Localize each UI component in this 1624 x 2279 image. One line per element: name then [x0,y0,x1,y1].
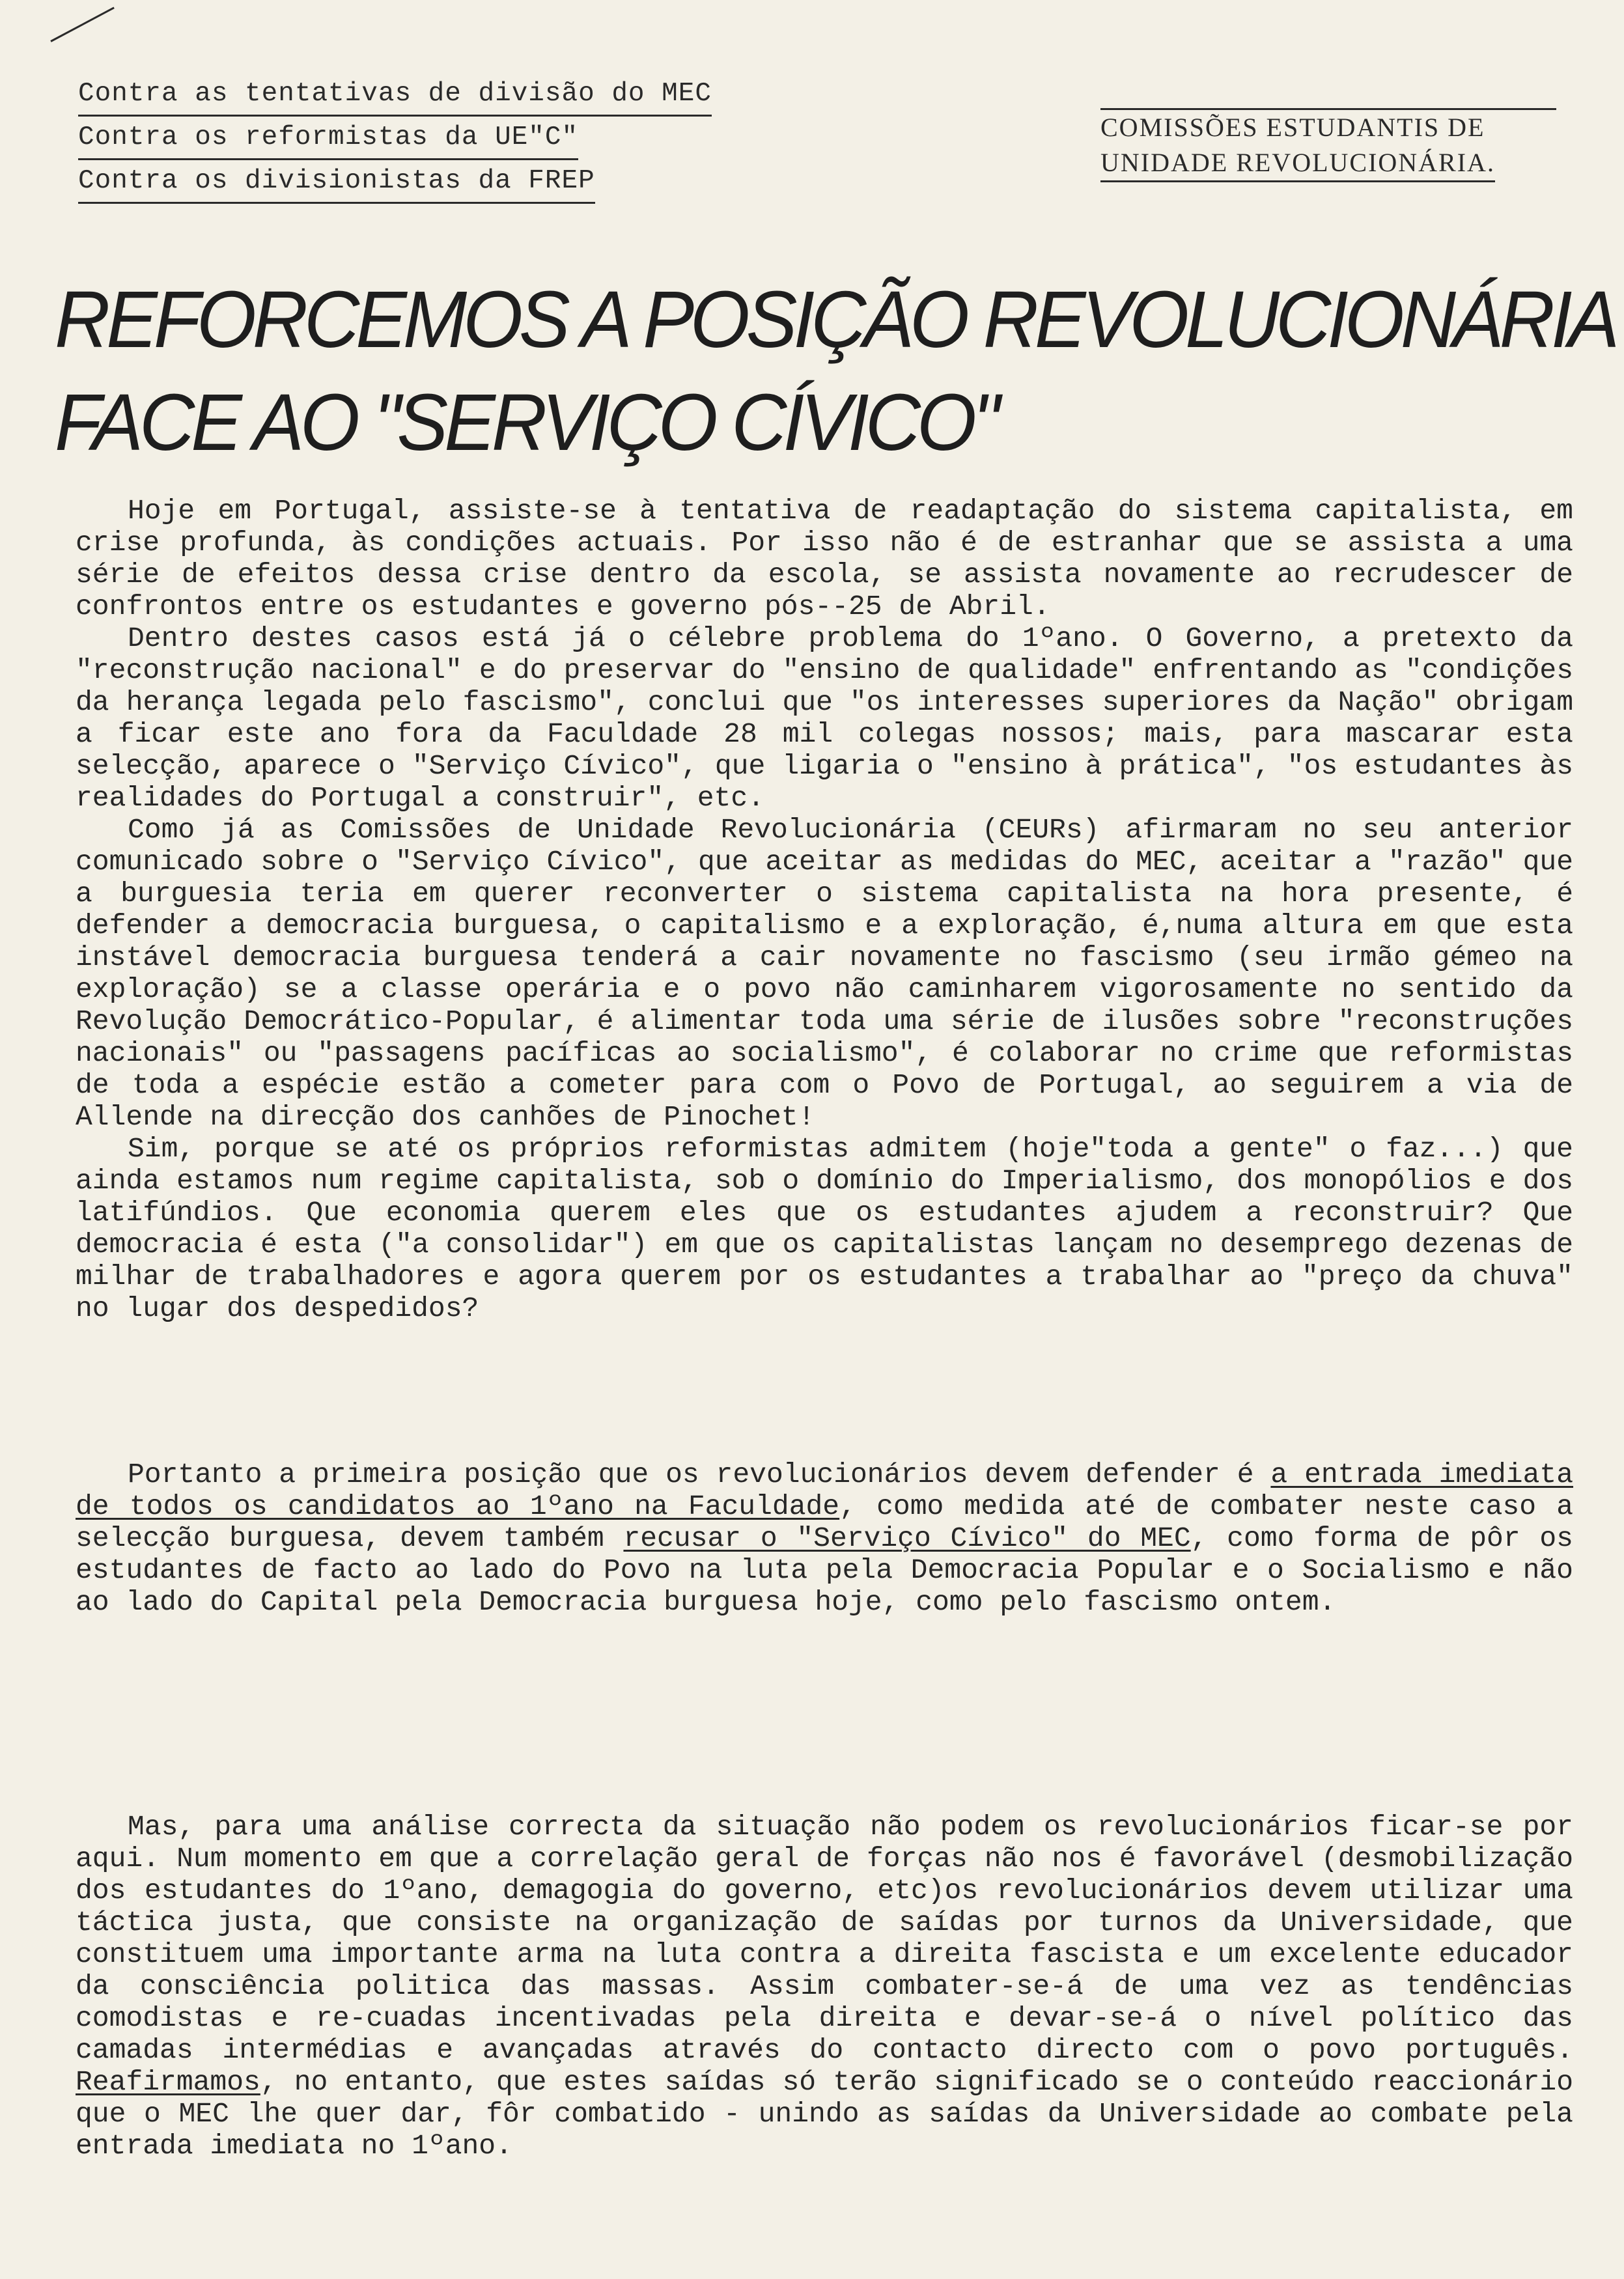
paragraph-6-text-b: , no entanto, que estes saídas só terão significado se o conteúdo reaccionário que o MEC lhe quer dar, fôr combatido - unindo as saídas da Universidade ao combate pela entrada imediata no 1ºano. [76,2066,1573,2162]
headline-line-1: REFORCEMOS A POSIÇÃO REVOLUCIONÁRIA [55,274,1616,365]
underlined-reaffirm: Reafirmamos [76,2066,260,2098]
paragraph-5-text-b: , como medida até de combater neste caso a selecção burguesa, devem também [76,1490,1573,1554]
paragraph-1: Hoje em Portugal, assiste-se à tentativa de readaptação do sistema capitalista, em crise profunda, às condições actuais. Por isso não é de estranhar que se assista a uma série de efeitos dessa crise dentro da escola, se assista novamente ao recrudescer de confrontos entre os estudantes e governo pós--25 de Abril. [76,495,1573,622]
headline [55,269,1616,474]
slogan-frep: Contra os divisionistas da FREP [78,160,595,204]
paragraph-5-text-c: , como forma de pôr os estudantes de facto ao lado do Povo na luta pela Democracia Popular e o Socialismo e não ao lado do Capital pela Democracia burguesa hoje, como pelo fascismo ontem. [76,1522,1573,1618]
paragraph-6-text-a: Mas, para uma análise correcta da situação não podem os revolucionários ficar-se por aqui. Num momento em que a correlação geral de forças não nos é favorável (desmobilização dos estudantes do 1ºano, demagogia do governo, etc)os revolucionários devem utilizar uma táctica justa, que consiste na organização de saídas por turnos da Universidade, que constituem uma importante arma na luta contra a direita fascista e um excelente educador da consciência politica das massas. Assim combater-se-á de uma vez as tendências comodistas e re-cuadas incentivadas pela direita e devar-se-á o nível político das camadas intermédias e avançadas através do contacto directo com o povo português. [76,1811,1573,2066]
slogan-uec: Contra os reformistas da UE"C" [78,117,578,160]
underlined-demand-entry: a entrada imediata de todos os candidatos ao 1ºano na Faculdade [76,1459,1574,1522]
paragraph-5-text-a: Portanto a primeira posição que os revolucionários devem defender é [128,1459,1271,1490]
paragraph-2: Dentro destes casos está já o célebre problema do 1ºano. O Governo, a pretexto da "reconstrução nacional" e do preservar do "ensino de qualidade" enfrentando as "condições da herança legada pelo fascismo", conclui que "os interesses superiores da Nação" obrigam a ficar este ano fora da Faculdade 28 mil colegas nossos; mais, para mascarar esta selecção, aparece o "Serviço Cívico", que ligaria o "ensino à prática", "os estudantes às realidades do Portugal a construir", etc. [76,622,1573,814]
organization-line-2: UNIDADE REVOLUCIONÁRIA. [1100,145,1495,182]
body-section-2 [76,1459,1573,1618]
paragraph-6 [76,1811,1573,2162]
body-section-3 [76,1811,1573,2162]
organization-name [1100,108,1556,182]
slogan-list [78,73,712,204]
paragraph-4: Sim, porque se até os próprios reformistas admitem (hoje"toda a gente" o faz...) que ainda estamos num regime capitalista, sob o domínio do Imperialismo, dos monopólios e dos latifúndios. Que economia querem eles que os estudantes ajudem a reconstruir? Que democracia é esta ("a consolidar") em que os capitalistas lançam no desemprego dezenas de milhar de trabalhadores e agora querem por os estudantes a trabalhar ao "preço da chuva" no lugar dos despedidos? [76,1133,1573,1324]
body-section-1 [76,495,1573,1324]
slogan-mec: Contra as tentativas de divisão do MEC [78,73,712,117]
paragraph-3: Como já as Comissões de Unidade Revolucionária (CEURs) afirmaram no seu anterior comunicado sobre o "Serviço Cívico", que aceitar as medidas do MEC, aceitar a "razão" que a burguesia teria em querer reconverter o sistema capitalista na hora presente, é defender a democracia burguesa, o capitalismo e a exploração, é,numa altura em que esta instável democracia burguesa tenderá a cair novamente no fascismo (seu irmão gémeo na exploração) se a classe operária e o povo não caminharem vigorosamente no sentido da Revolução Democrático-Popular, é alimentar toda uma série de ilusões sobre "reconstruções nacionais" ou "passagens pacíficas ao socialismo", é colaborar no crime que reformistas de toda a espécie estão a cometer para com o Povo de Portugal, ao seguirem a via de Allende na direcção dos canhões de Pinochet! [76,814,1573,1133]
paragraph-5 [76,1459,1573,1618]
headline-line-2: FACE AO "SERVIÇO CÍVICO" [55,377,996,468]
underlined-demand-refuse: recusar o "Serviço Cívico" do MEC [623,1522,1191,1554]
organization-line-1: COMISSÕES ESTUDANTIS DE [1100,113,1485,142]
pen-mark [50,7,115,42]
